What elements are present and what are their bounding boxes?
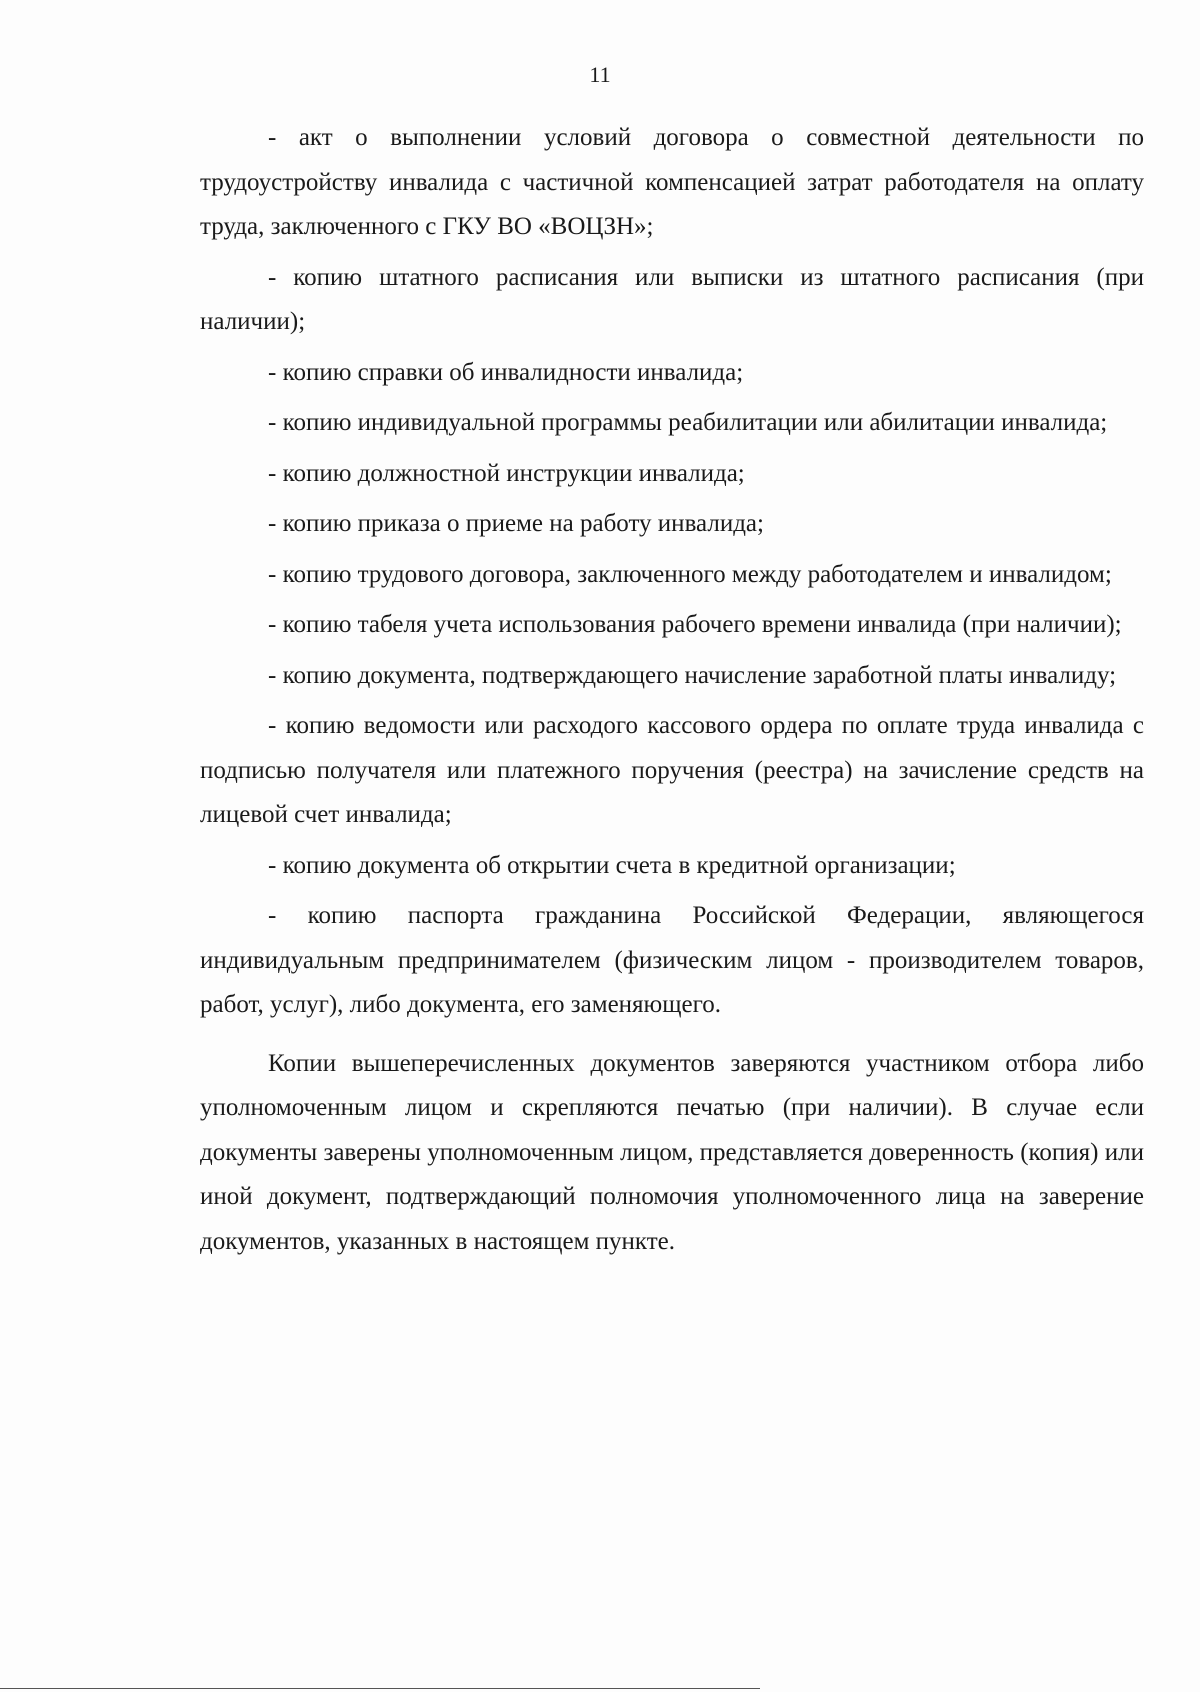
list-item-passport: - копию паспорта гражданина Российской Федерации, являющегося индивидуальным предпринимателем (физическим лицом - производителем товаров, работ, услуг), либо документа, его заменяющего. <box>200 902 1144 1018</box>
list-item-act: - акт о выполнении условий договора о совместной деятельности по трудоустройству инвалида с частичной компенсацией затрат работодателя на оплату труда, заключенного с ГКУ ВО «ВОЦЗН»; <box>200 124 1144 240</box>
list-item-rehabilitation-program: - копию индивидуальной программы реабилитации или абилитации инвалида; <box>268 409 1108 436</box>
list-item-hiring-order: - копию приказа о приеме на работу инвалида; <box>268 510 764 537</box>
list-item-timesheet: - копию табеля учета использования рабочего времени инвалида (при наличии); <box>268 611 1122 638</box>
page-number: 11 <box>589 62 611 87</box>
list-item-job-description: - копию должностной инструкции инвалида; <box>268 459 745 487</box>
list-item-disability-certificate: - копию справки об инвалидности инвалида; <box>268 358 744 386</box>
list-item-salary-document: - копию документа, подтверждающего начисление заработной платы инвалиду; <box>268 661 1117 689</box>
certification-paragraph: Копии вышеперечисленных документов заверяются участником отбора либо уполномоченным лицом и скрепляются печатью (при наличии). В случае если документы заверены уполномоченным лицом, представляется доверенность (копия) или иной документ, подтверждающий полномочия уполномоченного лица на заверение документов, указанных в настоящем пункте. <box>200 1049 1144 1255</box>
document-body <box>200 116 1144 1270</box>
scan-edge-line <box>0 1688 760 1689</box>
list-item-staffing: - копию штатного расписания или выписки из штатного расписания (при наличии); <box>200 263 1144 335</box>
list-item-bank-account: - копию документа об открытии счета в кредитной организации; <box>268 851 956 879</box>
list-item-payroll-statement: - копию ведомости или расходого кассового ордера по оплате труда инвалида с подписью получателя или платежного поручения (реестра) на зачисление средств на лицевой счет инвалида; <box>200 712 1144 828</box>
list-item-employment-contract: - копию трудового договора, заключенного между работодателем и инвалидом; <box>268 560 1112 588</box>
